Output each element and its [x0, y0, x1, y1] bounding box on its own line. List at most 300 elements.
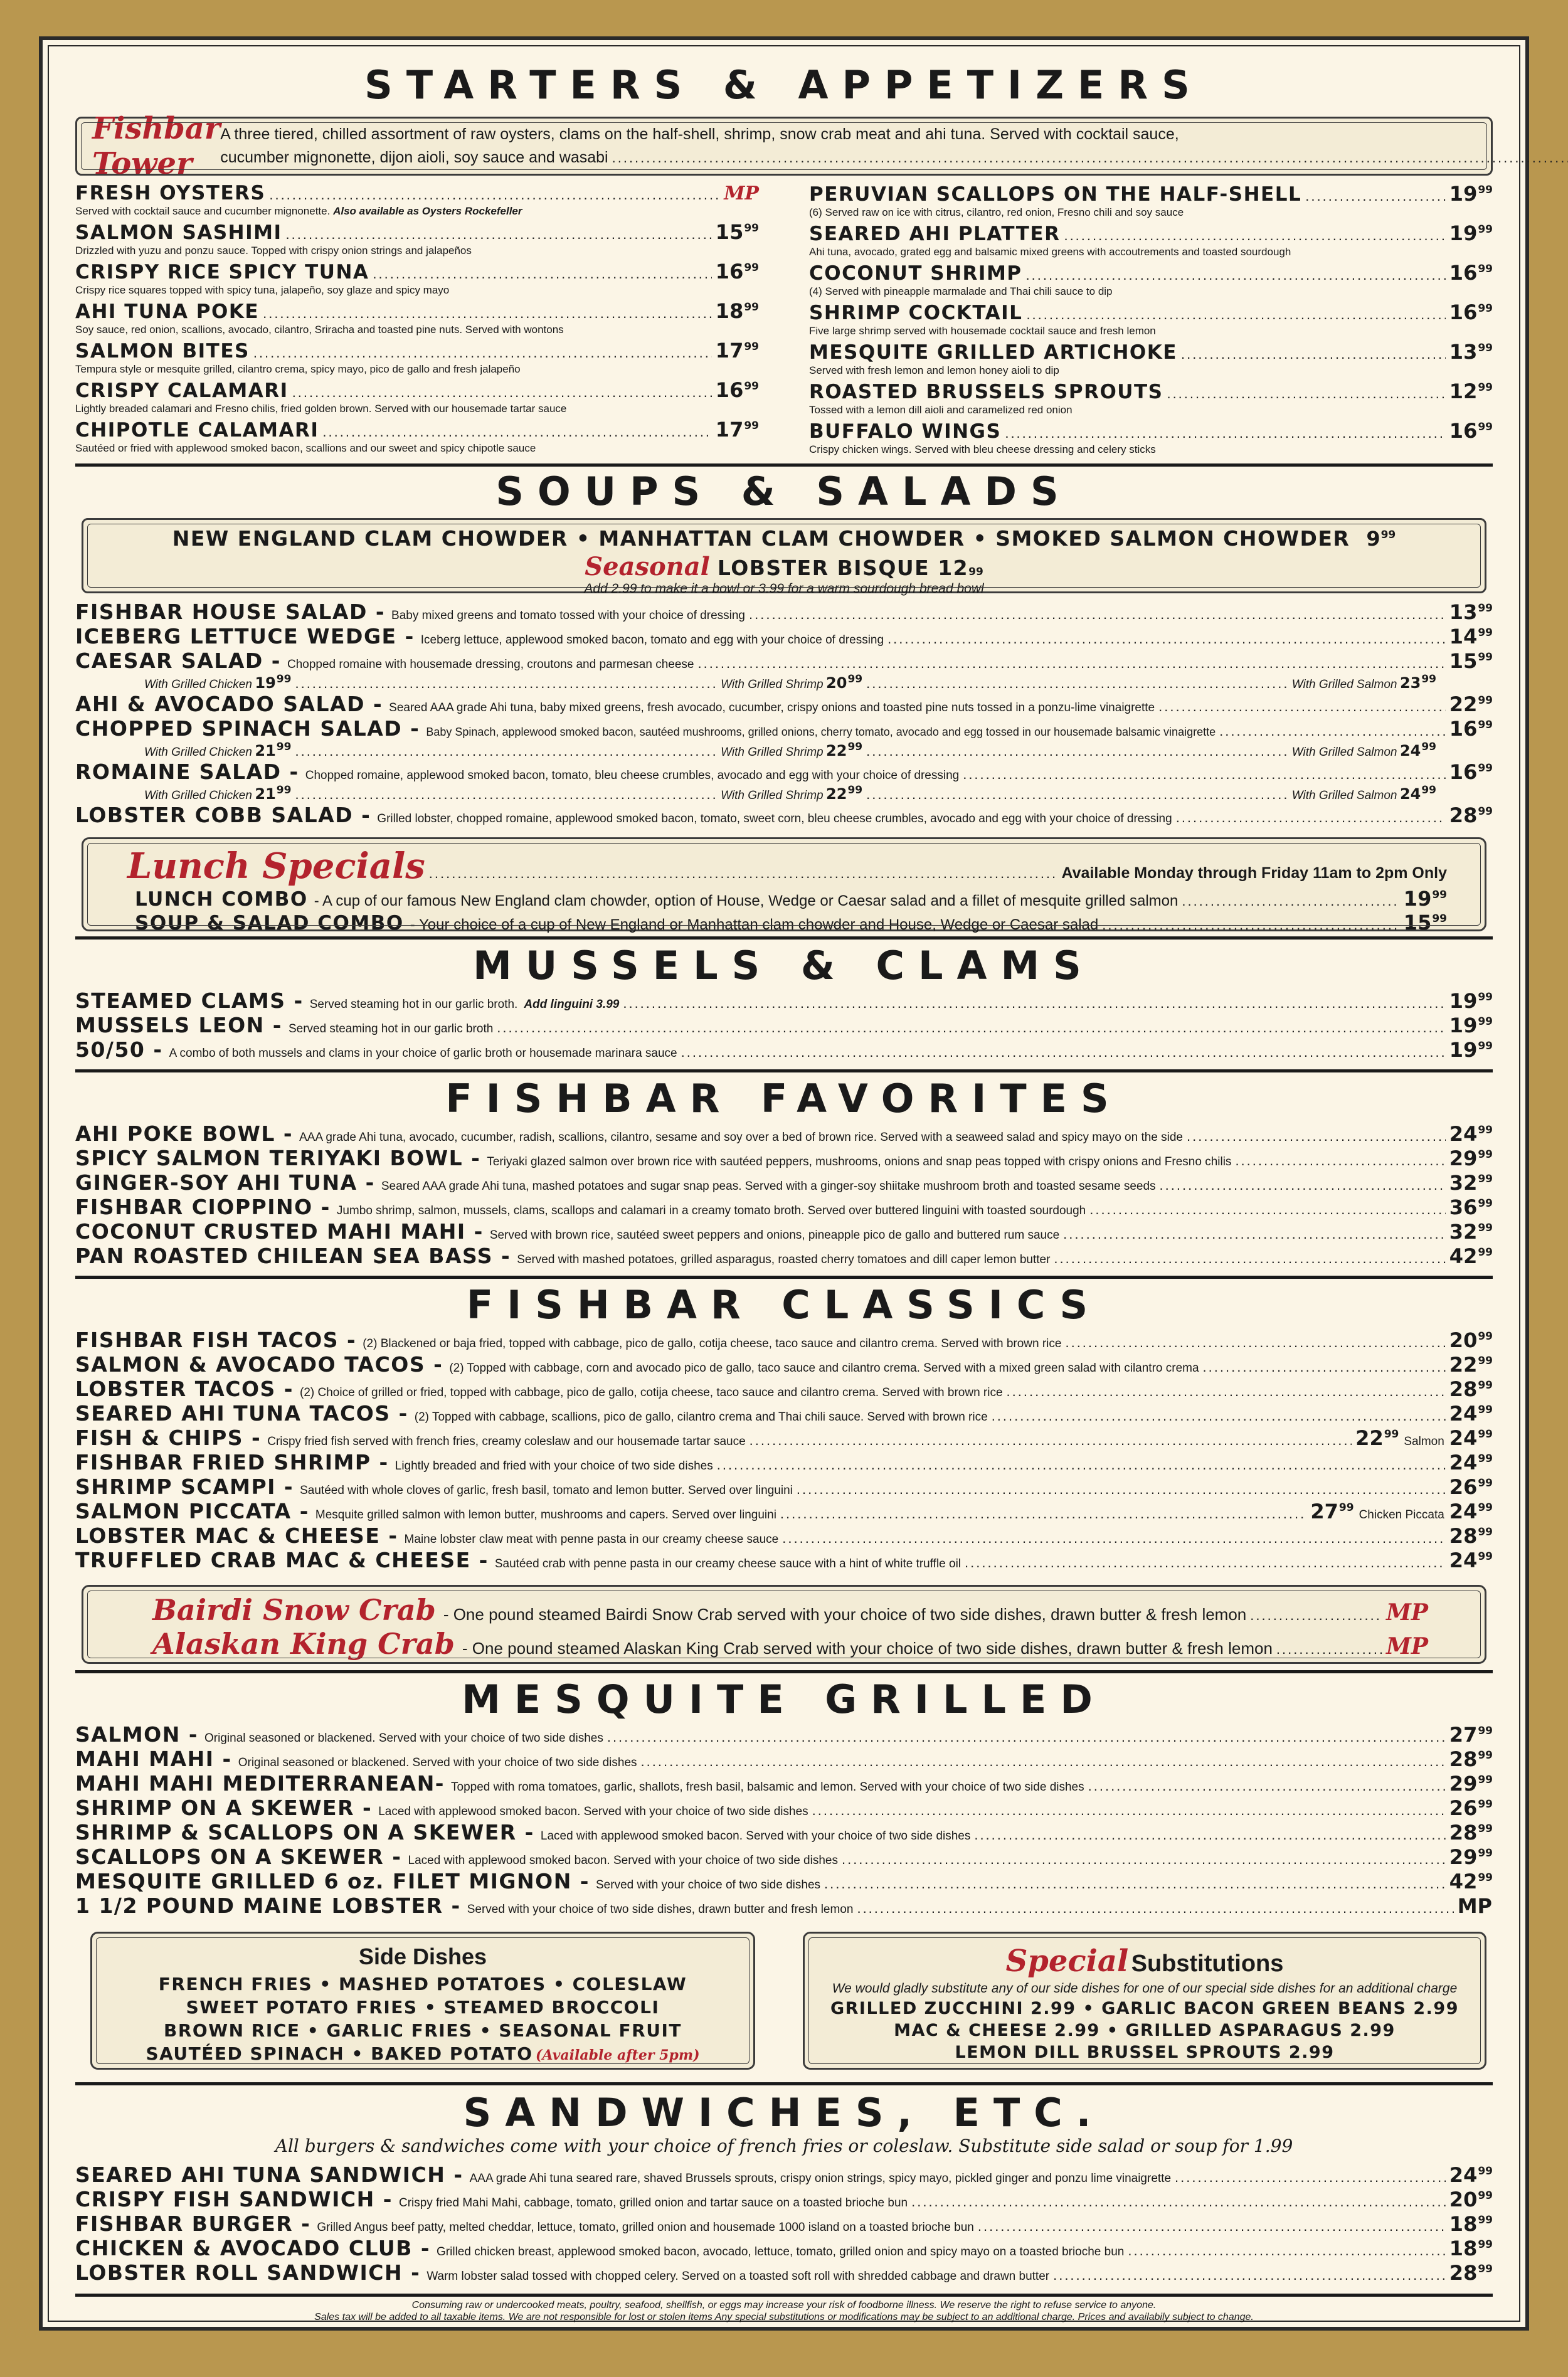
menu-item	[75, 649, 1493, 673]
item-desc: AAA grade Ahi tuna seared rare, shaved Brussels sprouts, crispy onion strings, spicy mayo, pickled ginger and ponzu lime vinaigrette	[469, 2172, 1172, 2185]
dot-leader	[1102, 917, 1400, 933]
item-price: $19^{99}$	[1449, 1038, 1493, 1062]
dot-leader	[322, 424, 711, 440]
item-name: MAHI MAHI MEDITERRANEAN-	[75, 1771, 445, 1796]
tower-desc-line1: A three tiered, chilled assortment of raw oysters, clams on the half-shell, shrimp, snow crab meat and ahi tuna. Served with cocktail sauce,	[220, 125, 1179, 143]
menu-item	[75, 1170, 1493, 1195]
side-dishes-line: FRENCH FRIES • MASHED POTATOES • COLESLAW	[158, 1974, 687, 1994]
side-dishes-line: SWEET POTATO FRIES • STEAMED BROCCOLI	[186, 1997, 660, 2018]
item-price: $26^{99}$	[1449, 1796, 1493, 1820]
item-desc: Crispy fried fish served with french fries, creamy coleslaw and our housemade tartar sauce	[267, 1435, 746, 1448]
dot-leader	[866, 675, 1288, 692]
menu-item	[809, 340, 1493, 377]
item-desc: Teriyaki glazed salmon over brown rice with sautéed peppers, mushrooms, onions and snap peas topped with crispy onions and Fresno chilis	[487, 1155, 1232, 1168]
dot-leader	[978, 2218, 1446, 2235]
item-name: SHRIMP COCKTAIL	[809, 302, 1023, 324]
item-price: $18^{99}$	[715, 299, 759, 323]
menu-item	[75, 1845, 1493, 1869]
dot-leader	[797, 1481, 1446, 1498]
item-desc: Served with cocktail sauce and cucumber mignonette.	[75, 205, 331, 217]
item-name: Alaskan King Crab	[152, 1627, 455, 1661]
menu-item	[75, 1450, 1493, 1474]
menu-item	[809, 221, 1493, 258]
item-price: $13^{99}$	[1449, 340, 1493, 364]
menu-item	[75, 1328, 1493, 1352]
dot-leader	[780, 1506, 1306, 1522]
item-price: $24^{99}$	[1449, 2163, 1493, 2187]
item-name: FISHBAR FISH TACOS -	[75, 1328, 357, 1352]
item-name: MESQUITE GRILLED ARTICHOKE	[809, 341, 1177, 364]
menu-item	[75, 418, 759, 455]
addon-price: $23^{99}$	[1399, 673, 1437, 692]
item-price: $32^{99}$	[1449, 1220, 1493, 1244]
item-price: $42^{99}$	[1449, 1244, 1493, 1268]
side-dishes-note: (Available after 5pm)	[536, 2047, 700, 2063]
menu-item	[75, 1523, 1493, 1548]
section-divider	[75, 936, 1493, 940]
item-name: STEAMED CLAMS -	[75, 988, 304, 1013]
item-desc: Maine lobster claw meat with penne pasta in our creamy cheese sauce	[404, 1533, 779, 1546]
section-title-grilled: MESQUITE GRILLED	[462, 1676, 1106, 1722]
alt-price: $22^{99}$	[1355, 1426, 1399, 1450]
item-desc: Seared AAA grade Ahi tuna, mashed potatoes and sugar snap peas. Served with a ginger-soy shiitake mushroom broth and toasted sesame seeds	[381, 1180, 1156, 1193]
item-desc: Served with brown rice, sautéed sweet peppers and onions, pineapple pico de gallo and buttered rum sauce	[489, 1229, 1060, 1242]
item-price: $14^{99}$	[1449, 625, 1493, 649]
item-price: $16^{99}$	[1449, 300, 1493, 324]
item-name: SALMON & AVOCADO TACOS -	[75, 1352, 443, 1377]
item-price: $19^{99}$	[1449, 1014, 1493, 1037]
bisque-name: LOBSTER BISQUE 12	[717, 556, 969, 580]
dot-leader	[1176, 810, 1446, 826]
dot-leader	[866, 786, 1288, 803]
lunch-availability: Available Monday through Friday 11am to 2pm Only	[1061, 864, 1447, 882]
dot-leader	[612, 150, 1568, 166]
side-dishes-line-last	[92, 2043, 753, 2064]
menu-item	[75, 1722, 1493, 1747]
addon-label: With Grilled Shrimp	[721, 746, 824, 759]
special-substitutions-title	[805, 1944, 1485, 1979]
item-price: $15^{99}$	[715, 220, 759, 244]
dot-leader	[295, 743, 717, 760]
item-name: MESQUITE GRILLED 6 oz. FILET MIGNON -	[75, 1869, 590, 1893]
alt-label: Chicken Piccata	[1359, 1508, 1444, 1522]
item-desc: Baby Spinach, applewood smoked bacon, sautéed mushrooms, grilled onions, cherry tomato, avocado and egg tossed in our housemade balsamic vinaigrette	[426, 726, 1216, 738]
item-price: $15^{99}$	[1403, 911, 1447, 934]
fishbar-tower-title: Fishbar Tower	[92, 111, 221, 181]
item-desc: (6) Served raw on ice with citrus, cilantro, red onion, Fresno chili and soy sauce	[809, 206, 1184, 218]
dot-leader	[607, 1729, 1446, 1745]
item-name: CRISPY CALAMARI	[75, 379, 289, 402]
item-price: $19^{99}$	[1449, 989, 1493, 1013]
item-price: $15^{99}$	[1449, 649, 1493, 673]
item-name: CHOPPED SPINACH SALAD -	[75, 716, 420, 741]
dot-leader	[1167, 386, 1445, 402]
menu-item	[75, 1377, 1493, 1401]
dot-leader	[992, 1408, 1446, 1424]
item-price: $28^{99}$	[1449, 803, 1493, 827]
dot-leader	[1187, 1128, 1446, 1145]
dot-leader	[295, 786, 717, 803]
item-name: Bairdi Snow Crab	[152, 1593, 436, 1627]
item-price: $29^{99}$	[1449, 1146, 1493, 1170]
salad-list	[75, 600, 1493, 827]
dot-leader	[824, 1876, 1446, 1892]
item-price: $13^{99}$	[1449, 600, 1493, 624]
market-price: MP	[1386, 1599, 1428, 1626]
dot-leader	[1175, 2169, 1446, 2186]
item-name: PERUVIAN SCALLOPS ON THE HALF-SHELL	[809, 183, 1302, 206]
menu-item	[75, 1893, 1493, 1918]
alt-price: $27^{99}$	[1310, 1500, 1354, 1523]
menu-item	[75, 1037, 1493, 1062]
dot-leader	[1305, 188, 1446, 204]
section-title-sandwiches: SANDWICHES, ETC.	[463, 2090, 1105, 2136]
favorites-list	[75, 1121, 1493, 1268]
dot-leader	[286, 226, 712, 243]
section-title-mussels: MUSSELS & CLAMS	[473, 943, 1095, 988]
item-name: LOBSTER COBB SALAD -	[75, 803, 371, 827]
addon-label: With Grilled Salmon	[1291, 678, 1397, 691]
dot-leader	[623, 995, 1445, 1012]
dot-leader	[697, 655, 1445, 672]
item-price: $28^{99}$	[1449, 1377, 1493, 1401]
dot-leader	[1053, 2267, 1446, 2284]
item-name: SPICY SALMON TERIYAKI BOWL -	[75, 1146, 481, 1170]
section-title-starters: STARTERS & APPETIZERS	[364, 62, 1204, 108]
item-name: ICEBERG LETTUCE WEDGE -	[75, 624, 415, 649]
dot-leader	[1276, 1641, 1382, 1658]
addon-label: With Grilled Shrimp	[721, 789, 824, 802]
dot-leader	[887, 631, 1446, 647]
dot-leader	[295, 675, 717, 692]
menu-item	[75, 299, 759, 336]
menu-item	[75, 692, 1493, 716]
special-script: Special	[1005, 1944, 1129, 1979]
starters-columns	[75, 182, 1493, 458]
item-name: CRISPY RICE SPICY TUNA	[75, 261, 369, 283]
menu-item	[75, 182, 759, 218]
item-desc: Served steaming hot in our garlic broth	[288, 1022, 494, 1035]
item-desc: Lightly breaded calamari and Fresno chilis, fried golden brown. Served with our housemade tartar sauce	[75, 403, 567, 415]
lunch-specials-box	[82, 837, 1486, 934]
dot-leader	[1054, 1251, 1445, 1267]
item-price: $20^{99}$	[1449, 2188, 1493, 2211]
menu-item	[152, 1627, 1428, 1661]
item-desc: Served with mashed potatoes, grilled asparagus, roasted cherry tomatoes and dill caper lemon butter	[517, 1253, 1051, 1266]
item-desc: Soy sauce, red onion, scallions, avocado, cilantro, Sriracha and toasted pine nuts. Served with wontons	[75, 324, 564, 336]
item-price: $18^{99}$	[1449, 2212, 1493, 2236]
item-desc: Original seasoned or blackened. Served with your choice of two side dishes	[204, 1732, 603, 1745]
item-desc: Tempura style or mesquite grilled, cilantro crema, spicy mayo, pico de gallo and fresh jalapeño	[75, 363, 521, 375]
seasonal-label: Seasonal	[585, 552, 710, 581]
item-price: $27^{99}$	[1449, 1723, 1493, 1747]
dot-leader	[782, 1530, 1446, 1547]
item-desc: Tossed with a lemon dill aioli and caramelized red onion	[809, 404, 1073, 416]
dot-leader	[497, 1020, 1446, 1036]
dot-leader	[253, 345, 712, 361]
footer-policy: Sales tax will be added to all taxable items. We are not responsible for lost or stolen items Any special substitutions or modifications may be subject to an additional charge. Prices and availabily subject to change.	[314, 2312, 1254, 2322]
dot-leader	[965, 1555, 1446, 1571]
item-name: FISHBAR CIOPPINO -	[75, 1195, 331, 1219]
special-line: MAC & CHEESE 2.99 • GRILLED ASPARAGUS 2.99	[894, 2021, 1396, 2040]
lunch-title: Lunch Specials	[127, 845, 425, 887]
item-name: AHI POKE BOWL -	[75, 1121, 294, 1146]
item-desc: Warm lobster salad tossed with chopped celery. Served on a toasted soft roll with shredded cabbage and drawn butter	[426, 2270, 1050, 2283]
item-price: $17^{99}$	[715, 418, 759, 442]
bisque-cents: 99	[968, 566, 983, 578]
item-price: MP	[1457, 1894, 1492, 1918]
dot-leader	[749, 606, 1446, 623]
side-dishes-line: BROWN RICE • GARLIC FRIES • SEASONAL FRUIT	[164, 2020, 682, 2041]
item-price: $29^{99}$	[1449, 1845, 1493, 1869]
dot-leader	[1007, 1384, 1446, 1400]
grilled-list	[75, 1722, 1493, 1918]
fishbar-tower-box	[75, 111, 1493, 181]
starters-left-column	[75, 182, 759, 458]
menu-item	[75, 2211, 1493, 2236]
item-price: $42^{99}$	[1449, 1870, 1493, 1893]
item-price: $16^{99}$	[1449, 760, 1493, 784]
item-price: $28^{99}$	[1449, 1524, 1493, 1548]
menu-item	[809, 379, 1493, 416]
dot-leader	[750, 1432, 1352, 1449]
menu-item	[75, 260, 759, 297]
dot-leader	[1026, 307, 1445, 323]
chowder-box	[82, 518, 1486, 596]
special-line: GRILLED ZUCCHINI 2.99 • GARLIC BACON GREEN BEANS 2.99	[830, 1999, 1459, 2018]
item-price: $24^{99}$	[1449, 1451, 1493, 1474]
addon-price: $24^{99}$	[1399, 741, 1437, 760]
addon-row	[75, 741, 1493, 760]
item-desc: Mesquite grilled salmon with lemon butter, mushrooms and capers. Served over linguini	[315, 1508, 776, 1522]
item-price: $28^{99}$	[1449, 2261, 1493, 2285]
item-price: $29^{99}$	[1449, 1772, 1493, 1796]
item-name: ROMAINE SALAD -	[75, 760, 299, 784]
market-price: MP	[1386, 1633, 1428, 1660]
item-desc: Grilled lobster, chopped romaine, applewood smoked bacon, tomato, sweet corn, bleu cheese crumbles, avocado and egg with your choice of dressing	[377, 812, 1172, 825]
item-name: FISHBAR BURGER -	[75, 2211, 311, 2236]
addon-price: $22^{99}$	[826, 741, 863, 760]
item-name: SHRIMP SCAMPI -	[75, 1474, 294, 1499]
menu-item	[75, 2260, 1493, 2285]
item-name: SEARED AHI PLATTER	[809, 223, 1061, 245]
item-name: AHI & AVOCADO SALAD -	[75, 692, 383, 716]
special-note: We would gladly substitute any of our side dishes for one of our special side dishes for an additional charge	[832, 1981, 1458, 1996]
item-desc: - Your choice of a cup of New England or Manhattan clam chowder and House, Wedge or Caesar salad	[410, 916, 1099, 933]
menu-item	[809, 182, 1493, 219]
section-title-classics: FISHBAR CLASSICS	[466, 1282, 1102, 1328]
menu-item	[75, 1474, 1493, 1499]
item-name: SHRIMP ON A SKEWER -	[75, 1796, 373, 1820]
dot-leader	[1063, 1226, 1446, 1242]
item-price: $20^{99}$	[1449, 1328, 1493, 1352]
dot-leader	[857, 1900, 1453, 1917]
menu-item	[75, 2187, 1493, 2211]
sandwiches-list	[75, 2163, 1493, 2285]
addon-price: $22^{99}$	[826, 784, 863, 803]
item-name: MUSSELS LEON -	[75, 1013, 282, 1037]
item-name: SALMON BITES	[75, 340, 250, 363]
menu-item	[75, 1146, 1493, 1170]
menu-item	[127, 911, 1447, 934]
menu-item	[75, 803, 1493, 827]
menu-item	[809, 419, 1493, 456]
menu-item	[75, 2163, 1493, 2187]
tower-desc-line2: cucumber mignonette, dijon aioli, soy sauce and wasabi	[220, 148, 608, 166]
item-name: SEARED AHI TUNA TACOS -	[75, 1401, 408, 1426]
alt-label: Salmon	[1404, 1435, 1444, 1448]
item-desc: Original seasoned or blackened. Served with your choice of two side dishes	[238, 1756, 637, 1769]
addon-price: $21^{99}$	[255, 741, 292, 760]
item-desc: A combo of both mussels and clams in your choice of garlic broth or housemade marinara sauce	[169, 1047, 677, 1060]
item-name: 50/50 -	[75, 1037, 163, 1062]
dot-leader	[911, 2194, 1446, 2210]
item-desc-note: Add linguini 3.99	[524, 998, 620, 1011]
item-desc: (4) Served with pineapple marmalade and Thai chili sauce to dip	[809, 285, 1113, 297]
item-name: LOBSTER MAC & CHEESE -	[75, 1523, 398, 1548]
menu-item	[75, 1771, 1493, 1796]
dot-leader	[842, 1851, 1446, 1868]
item-price: $32^{99}$	[1449, 1171, 1493, 1195]
item-desc: - One pound steamed Alaskan King Crab served with your choice of two side dishes, drawn butter & fresh lemon	[462, 1639, 1273, 1658]
menu-item	[152, 1593, 1428, 1627]
menu-item	[75, 2236, 1493, 2260]
item-desc: Served with your choice of two side dishes, drawn butter and fresh lemon	[467, 1903, 854, 1916]
item-name: CAESAR SALAD -	[75, 649, 281, 673]
item-desc: Five large shrimp served with housemade cocktail sauce and fresh lemon	[809, 325, 1156, 337]
menu-item	[75, 1121, 1493, 1146]
item-price: $24^{99}$	[1449, 1548, 1493, 1572]
item-price: $24^{99}$	[1449, 1122, 1493, 1146]
item-desc: Crispy fried Mahi Mahi, cabbage, tomato, grilled onion and tartar sauce on a toasted brioche bun	[398, 2196, 908, 2210]
item-desc: - A cup of our famous New England clam chowder, option of House, Wedge or Caesar salad and a fillet of mesquite grilled salmon	[314, 892, 1179, 909]
item-name: 1 1/2 POUND MAINE LOBSTER -	[75, 1893, 461, 1918]
item-price: $22^{99}$	[1449, 692, 1493, 716]
menu-item	[75, 1820, 1493, 1845]
addon-row	[75, 673, 1493, 692]
item-name: SALMON -	[75, 1722, 199, 1747]
dot-leader	[1250, 1607, 1382, 1624]
menu-item	[75, 1796, 1493, 1820]
addon-label: With Grilled Chicken	[144, 746, 252, 759]
side-dishes-title: Side Dishes	[358, 1944, 487, 1969]
menu-item	[809, 300, 1493, 337]
section-divider	[75, 2082, 1493, 2085]
crab-box	[82, 1585, 1486, 1664]
mussels-list	[75, 988, 1493, 1062]
item-price: $16^{99}$	[715, 260, 759, 283]
item-desc: (2) Topped with cabbage, corn and avocado pico de gallo, taco sauce and cilantro crema. Served with a mixed green salad with cilantro crema	[449, 1362, 1199, 1375]
item-desc: (2) Topped with cabbage, scallions, pico de gallo, cilantro crema and Thai chili sauce. Served with brown rice	[414, 1411, 988, 1424]
menu-item	[75, 1869, 1493, 1893]
item-price: $24^{99}$	[1449, 1402, 1493, 1426]
section-divider	[75, 1276, 1493, 1279]
side-dishes-line: SAUTÉED SPINACH • BAKED POTATO	[146, 2043, 533, 2064]
item-name: SOUP & SALAD COMBO	[135, 912, 404, 934]
item-name: BUFFALO WINGS	[809, 420, 1002, 443]
item-desc: Laced with applewood smoked bacon. Served with your choice of two side dishes	[378, 1805, 808, 1818]
addon-row	[75, 784, 1493, 803]
menu-item	[75, 1013, 1493, 1037]
menu-item	[75, 1352, 1493, 1377]
dot-leader	[641, 1754, 1446, 1770]
dot-leader	[717, 1457, 1446, 1473]
item-price: $16^{99}$	[715, 378, 759, 402]
section-divider	[75, 1670, 1493, 1673]
item-desc: (2) Choice of grilled or fried, topped with cabbage, pico de gallo, cotija cheese, taco sauce and cilantro crema. Served with brown rice	[300, 1386, 1003, 1399]
item-name: COCONUT CRUSTED MAHI MAHI -	[75, 1219, 484, 1244]
tower-desc-line2-row	[220, 144, 1568, 167]
item-desc: Laced with applewood smoked bacon. Served with your choice of two side dishes	[408, 1854, 838, 1867]
dot-leader	[1088, 1778, 1446, 1794]
addon-label: With Grilled Chicken	[144, 678, 252, 691]
item-desc: Ahi tuna, avocado, grated egg and balsamic mixed greens with accoutrements and toasted sourdough	[809, 246, 1291, 258]
item-price: $24^{99}$	[1449, 1426, 1493, 1450]
menu-item	[75, 1548, 1493, 1572]
item-name: FISHBAR FRIED SHRIMP -	[75, 1450, 389, 1474]
addon-label: With Grilled Chicken	[144, 789, 252, 802]
item-desc: Chopped romaine, applewood smoked bacon, tomato, bleu cheese crumbles, avocado and egg with your choice of dressing	[305, 769, 960, 782]
menu-item	[75, 339, 759, 376]
item-desc: Served steaming hot in our garlic broth.	[309, 998, 518, 1011]
dot-leader	[1065, 1335, 1445, 1351]
item-desc: Lightly breaded and fried with your choice of two side dishes	[395, 1459, 713, 1473]
menu-item	[75, 716, 1493, 741]
item-price: $12^{99}$	[1449, 379, 1493, 403]
item-price: $36^{99}$	[1449, 1195, 1493, 1219]
item-name: AHI TUNA POKE	[75, 300, 260, 323]
classics-list	[75, 1328, 1493, 1572]
dot-leader	[1182, 893, 1399, 909]
footer-disclaimer: Consuming raw or undercooked meats, poultry, seafood, shellfish, or eggs may increase your risk of foodborne illness. We reserve the right to refuse service to anyone.	[411, 2300, 1157, 2311]
menu-item	[75, 1401, 1493, 1426]
dot-leader	[269, 187, 720, 203]
bisque-row	[83, 552, 1485, 581]
item-desc: Sautéed or fried with applewood smoked bacon, scallions and our sweet and spicy chipotle sauce	[75, 442, 536, 454]
item-desc: Sautéed with whole cloves of garlic, fresh basil, tomato and lemon butter. Served over linguini	[300, 1484, 793, 1497]
dot-leader	[681, 1044, 1446, 1061]
addon-price: $19^{99}$	[255, 673, 292, 692]
dot-leader	[1005, 425, 1445, 442]
item-name: FISH & CHIPS -	[75, 1426, 262, 1450]
item-name: PAN ROASTED CHILEAN SEA BASS -	[75, 1244, 511, 1268]
item-name: SHRIMP & SCALLOPS ON A SKEWER -	[75, 1820, 534, 1845]
dot-leader	[1235, 1153, 1445, 1169]
dot-leader	[429, 866, 1058, 882]
item-desc: - One pound steamed Bairdi Snow Crab served with your choice of two side dishes, drawn butter & fresh lemon	[443, 1605, 1247, 1624]
menu-item	[127, 887, 1447, 911]
menu-item	[75, 1219, 1493, 1244]
item-name: ROASTED BRUSSELS SPROUTS	[809, 381, 1163, 403]
item-desc: Served with fresh lemon and lemon honey aioli to dip	[809, 364, 1059, 376]
item-price: $16^{99}$	[1449, 419, 1493, 443]
dot-leader	[373, 266, 711, 282]
item-name: TRUFFLED CRAB MAC & CHEESE -	[75, 1548, 489, 1572]
market-price: MP	[724, 183, 759, 204]
starters-right-column	[809, 182, 1493, 458]
sandwiches-note: All burgers & sandwiches come with your choice of french fries or coleslaw. Substitute side salad or soup for 1.99	[275, 2136, 1293, 2156]
item-name: SALMON PICCATA -	[75, 1499, 309, 1523]
item-name: CHICKEN & AVOCADO CLUB -	[75, 2236, 431, 2260]
item-price: $26^{99}$	[1449, 1475, 1493, 1499]
section-divider	[75, 463, 1493, 467]
dot-leader	[1089, 1202, 1446, 1218]
section-divider	[75, 2294, 1493, 2297]
special-title: Substitutions	[1131, 1951, 1284, 1977]
item-desc: Drizzled with yuzu and ponzu sauce. Topped with crispy onion strings and jalapeños	[75, 245, 472, 257]
item-name: CRISPY FISH SANDWICH -	[75, 2187, 393, 2211]
dot-leader	[1158, 699, 1446, 715]
